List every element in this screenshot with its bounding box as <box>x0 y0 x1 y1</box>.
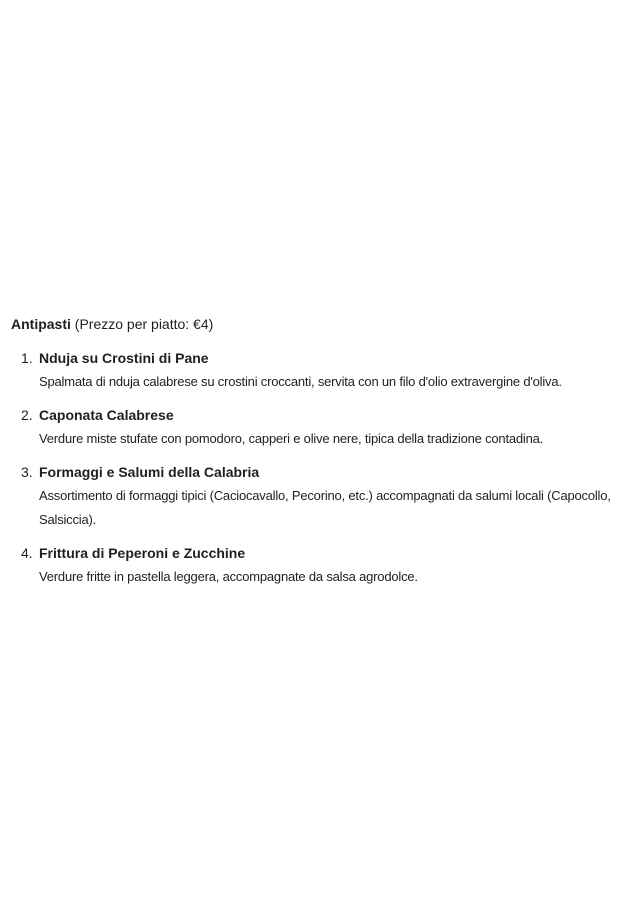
dish-name: Nduja su Crostini di Pane <box>39 350 209 366</box>
dish-name: Formaggi e Salumi della Calabria <box>39 464 260 480</box>
antipasti-section <box>11 314 637 598</box>
price-note: (Prezzo per piatto: €4) <box>74 316 214 332</box>
dish-number: 1. <box>21 350 33 366</box>
dish-item <box>11 346 637 394</box>
dish-name: Frittura di Peperoni e Zucchine <box>39 545 246 561</box>
dish-name: Caponata Calabrese <box>39 407 174 423</box>
dish-number: 4. <box>21 545 33 561</box>
dish-description: Verdure miste stufate con pomodoro, capperi e olive nere, tipica della tradizione contadina. <box>39 431 544 446</box>
dish-description: Spalmata di nduja calabrese su crostini croccanti, servita con un filo d'olio extravergine d'oliva. <box>39 374 562 389</box>
dish-item <box>11 460 637 532</box>
dish-number: 2. <box>21 407 33 423</box>
dish-item <box>11 403 637 451</box>
section-title: Antipasti <box>11 316 71 332</box>
section-heading <box>11 314 637 334</box>
dish-description: Assortimento di formaggi tipici (Caciocavallo, Pecorino, etc.) accompagnati da salumi locali (Capocollo, Salsiccia). <box>39 488 611 527</box>
dish-number: 3. <box>21 464 33 480</box>
dish-list <box>11 346 637 589</box>
dish-item <box>11 541 637 589</box>
dish-description: Verdure fritte in pastella leggera, accompagnate da salsa agrodolce. <box>39 569 418 584</box>
